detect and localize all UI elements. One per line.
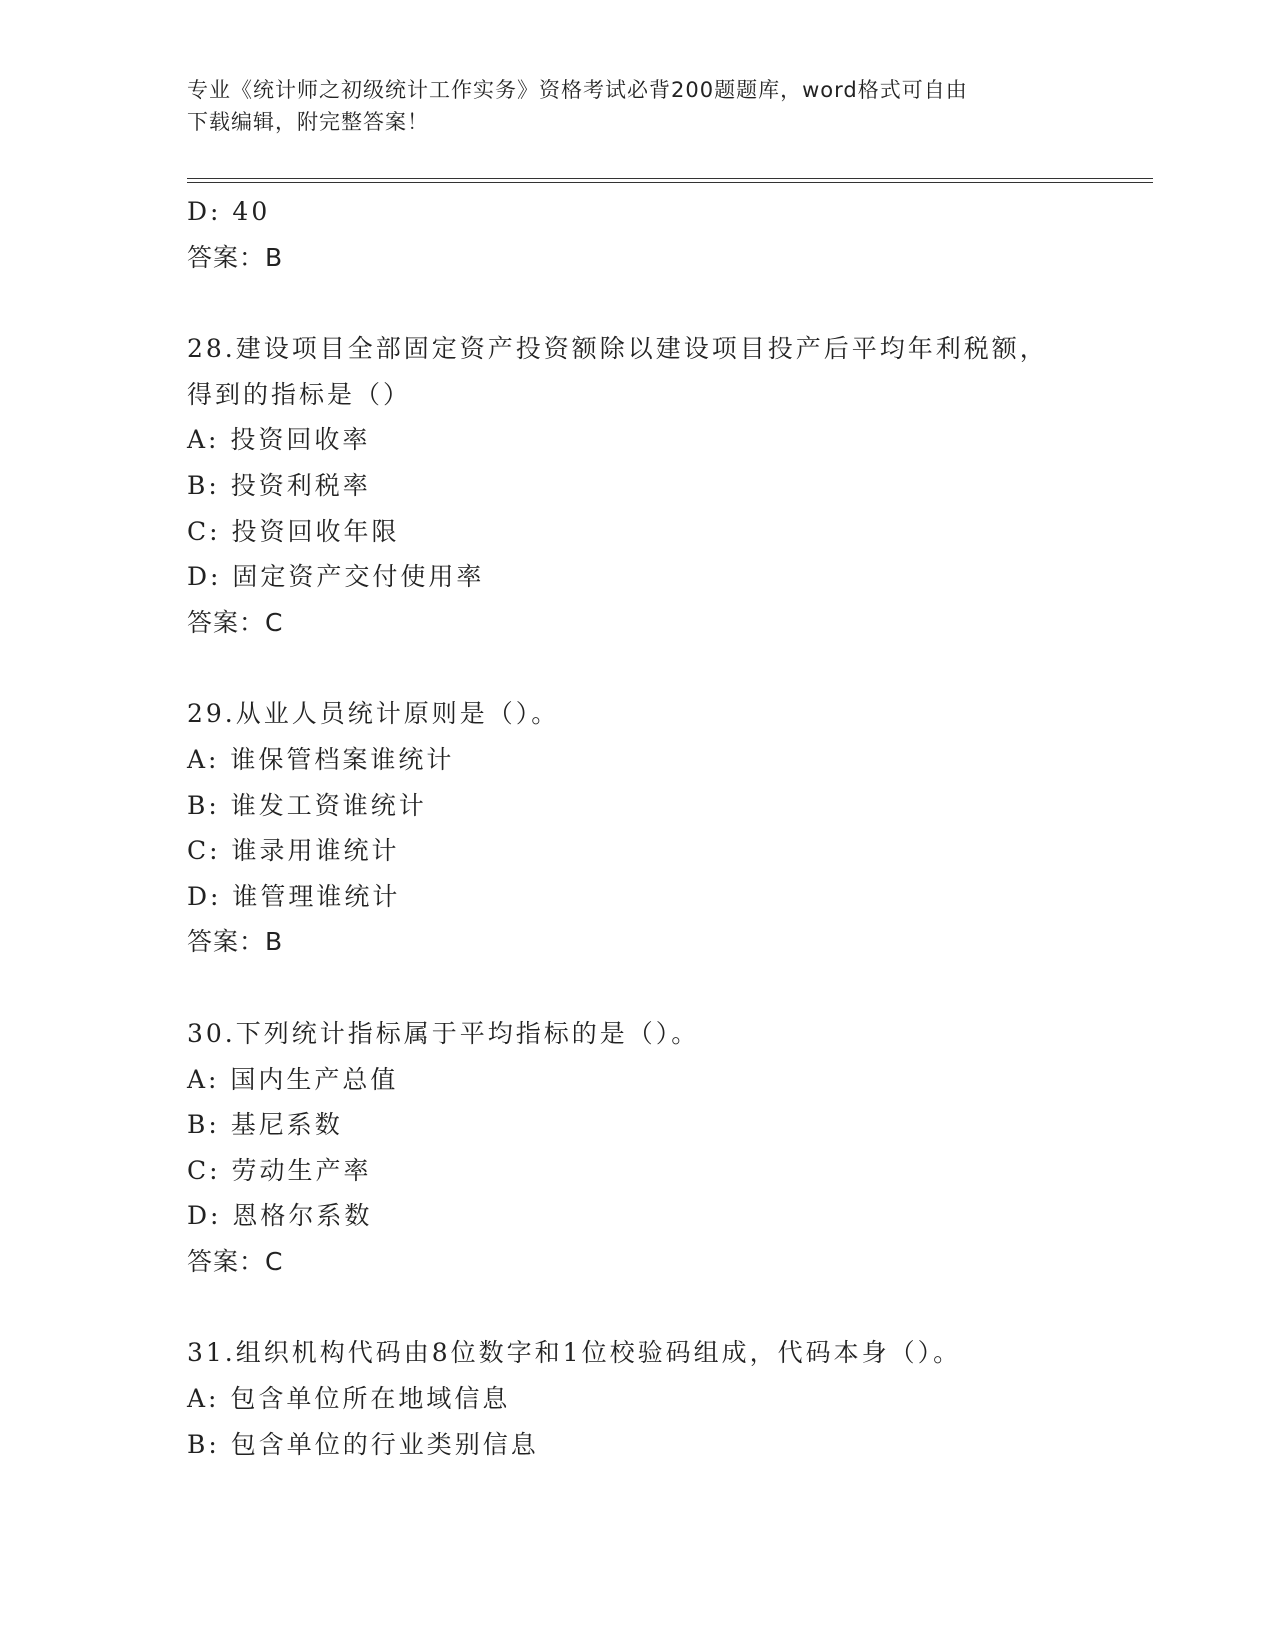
question-content bbox=[187, 189, 1153, 1467]
question-30 bbox=[187, 1011, 1153, 1285]
option-c: C: 劳动生产率 bbox=[187, 1155, 372, 1185]
answer-line: 答案：B bbox=[187, 242, 284, 272]
option-b: B: 投资利税率 bbox=[187, 470, 371, 500]
header-line-2: 下载编辑，附完整答案！ bbox=[187, 110, 429, 134]
answer-line: 答案：B bbox=[187, 927, 284, 957]
answer-line: 答案：C bbox=[187, 1246, 284, 1276]
option-b: B: 包含单位的行业类别信息 bbox=[187, 1429, 539, 1459]
question-stem: 29.从业人员统计原则是（）。 bbox=[187, 699, 560, 729]
option-a: A: 国内生产总值 bbox=[187, 1064, 399, 1094]
header-rule-bottom bbox=[187, 182, 1153, 183]
option-b: B: 谁发工资谁统计 bbox=[187, 790, 427, 820]
header-line-1: 专业《统计师之初级统计工作实务》资格考试必背200题题库，word格式可自由 bbox=[187, 78, 968, 102]
spacer bbox=[187, 965, 1153, 1011]
question-stem: 28.建设项目全部固定资产投资额除以建设项目投产后平均年利税额， bbox=[187, 334, 1048, 364]
option-c: C: 投资回收年限 bbox=[187, 516, 400, 546]
question-31 bbox=[187, 1330, 1153, 1467]
option-c: C: 谁录用谁统计 bbox=[187, 836, 400, 866]
option-d: D: 恩格尔系数 bbox=[187, 1201, 373, 1231]
option-a: A: 包含单位所在地域信息 bbox=[187, 1384, 511, 1414]
spacer bbox=[187, 1284, 1153, 1330]
option-a: A: 谁保管档案谁统计 bbox=[187, 744, 455, 774]
question-stem-continued: 得到的指标是（） bbox=[187, 379, 412, 409]
option-d: D: 固定资产交付使用率 bbox=[187, 562, 485, 592]
header-rule-top bbox=[187, 178, 1153, 179]
question-stem: 30.下列统计指标属于平均指标的是（）。 bbox=[187, 1018, 700, 1048]
question-29 bbox=[187, 691, 1153, 965]
option-b: B: 基尼系数 bbox=[187, 1110, 343, 1140]
answer-line: 答案：C bbox=[187, 607, 284, 637]
option-d: D: 40 bbox=[187, 197, 271, 226]
spacer bbox=[187, 280, 1153, 326]
question-stem: 31.组织机构代码由8位数字和1位校验码组成，代码本身（）。 bbox=[187, 1338, 962, 1368]
option-d: D: 谁管理谁统计 bbox=[187, 881, 401, 911]
option-a: A: 投资回收率 bbox=[187, 425, 371, 455]
document-header bbox=[187, 74, 1067, 138]
question-28 bbox=[187, 326, 1153, 645]
spacer bbox=[187, 645, 1153, 691]
